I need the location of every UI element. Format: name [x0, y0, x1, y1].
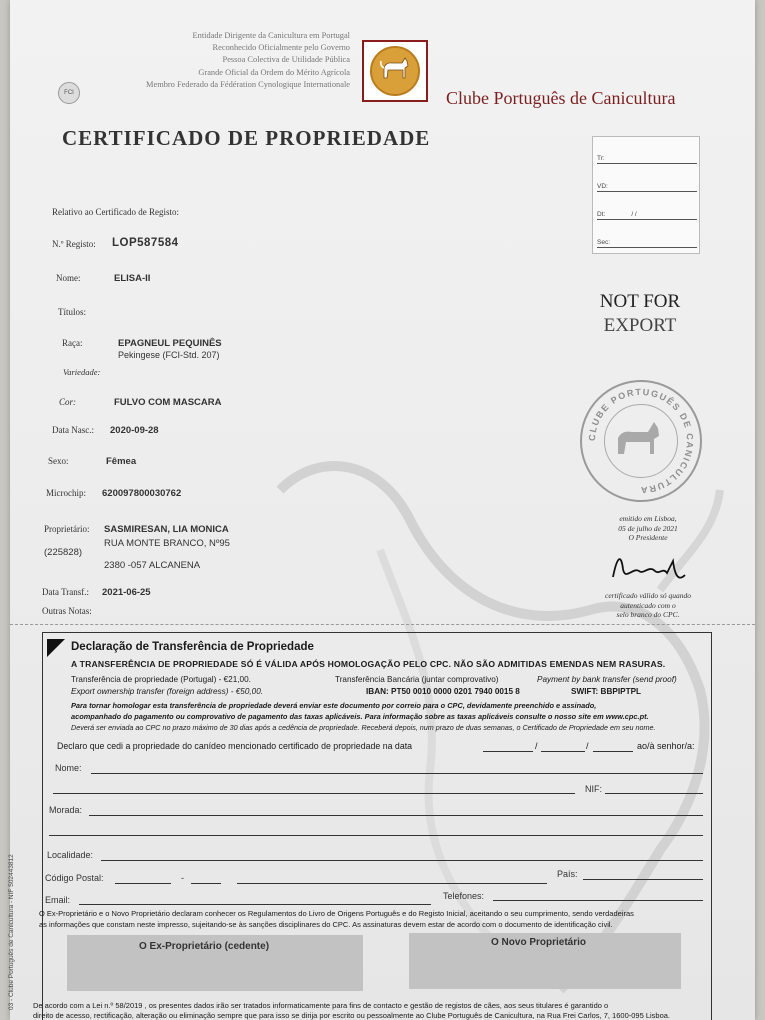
sexo-value: Fêmea: [106, 456, 137, 467]
office-stamp-box: [592, 136, 700, 254]
date-month-field[interactable]: [541, 751, 585, 752]
instructions-1: Para tornar homologar esta transferência de propriedade deverá enviar este documento por correio para o CPC, devidamente preenchido e assinado,: [71, 701, 597, 710]
nome-value: ELISA-II: [114, 273, 151, 284]
new-owner-label: O Novo Proprietário: [491, 937, 587, 948]
fci-logo-icon: FCI: [58, 82, 80, 104]
stamp-row-dt: [597, 211, 697, 220]
export-text: EXPORT: [603, 315, 677, 336]
raca-label: Raça:: [62, 338, 83, 348]
transf-value: 2021-06-25: [102, 587, 151, 598]
telefones-label: Telefones:: [443, 891, 485, 901]
club-name: Clube Português de Canicultura: [446, 88, 676, 108]
nasc-label: Data Nasc.:: [52, 425, 94, 435]
cor-label: Cor:: [59, 397, 77, 407]
header-lines: [100, 30, 350, 91]
issued-date: 05 de julho de 2021: [618, 523, 678, 533]
declaro-text: Declaro que cedi a propriedade do canídeo mencionado certificado de propriedade na data: [57, 741, 413, 751]
swift: SWIFT: BBPIPTPL: [571, 687, 642, 696]
issued-place: emitido em Lisboa,: [619, 514, 677, 523]
iban: IBAN: PT50 0010 0000 0201 7940 0015 8: [366, 687, 520, 696]
transfer-title: Declaração de Transferência de Propriedade: [71, 641, 314, 653]
postal-dash: -: [181, 873, 184, 883]
valid-note-2: autenticado com o: [620, 600, 676, 610]
cut-line: [10, 624, 755, 625]
registo-label: N.º Registo:: [52, 239, 96, 249]
president-signature-icon: [603, 547, 693, 587]
bank-transfer: Transferência Bancária (juntar comprovativo): [335, 675, 499, 684]
header-line: Grande Oficial da Ordem do Mérito Agrícola: [198, 67, 350, 77]
header-line: Entidade Dirigente da Canicultura em Portugal: [192, 31, 350, 40]
stamp-row-sec: [597, 239, 697, 248]
issue-signature-block: [588, 514, 708, 620]
club-seal-icon: [580, 380, 702, 502]
address-line-2: 2380 -057 ALCANENA: [104, 560, 201, 571]
sexo-label: Sexo:: [48, 456, 69, 466]
owner-id: (225828): [44, 547, 83, 558]
not-for-text: NOT FOR: [599, 291, 681, 312]
morada-field[interactable]: [89, 815, 703, 816]
header-line: Membro Federado da Fédération Cynologique Internationale: [146, 79, 350, 89]
cor-value: FULVO COM MASCARA: [114, 397, 222, 408]
telefones-field[interactable]: [493, 900, 703, 901]
bank-transfer-en: Payment by bank transfer (send proof): [537, 675, 677, 684]
side-vertical-text: 03 - Clube Português de Canicultura - NIF 502443812: [8, 854, 15, 1010]
ex-owner-label: O Ex-Proprietário (cedente): [139, 941, 270, 952]
valid-note-1: certificado válido só quando: [604, 591, 692, 600]
address-line-1: RUA MONTE BRANCO, Nº95: [104, 538, 230, 549]
stamp-dt-slashes: / /: [631, 211, 637, 218]
transfer-subtitle: A TRANSFERÊNCIA DE PROPRIEDADE SÓ É VÁLIDA APÓS HOMOLOGAÇÃO PELO CPC. NÃO SÃO ADMITIDAS EMENDAS NEM RASURAS.: [71, 659, 666, 669]
codigo-postal-label: Código Postal:: [45, 873, 104, 883]
email-label: Email:: [45, 895, 71, 905]
corner-triangle-icon: [45, 637, 67, 659]
stamp-sec-label: Sec:: [597, 239, 611, 246]
nome-label: Nome:: [56, 273, 81, 283]
morada-field-line-2[interactable]: [49, 835, 703, 836]
seal-text: CLUBE PORTUGUÊS DE CANICULTURA: [586, 386, 696, 496]
date-day-field[interactable]: [483, 751, 533, 752]
raca-value: EPAGNEUL PEQUINÊS: [118, 338, 222, 349]
footer-text-1: De acordo com a Lei n.º 58/2019 , os presentes dados irão ser tratados informaticamente para fins de contacto e gestão de registos de cães, aos seus titulares é garantido o: [33, 1001, 609, 1010]
seal-inner-ring: [604, 404, 678, 478]
variedade-label: Variedade:: [63, 367, 101, 377]
nome-field-label: Nome:: [55, 763, 82, 773]
nasc-value: 2020-09-28: [110, 425, 159, 436]
fee-export: Export ownership transfer (foreign address) - €50,00.: [71, 687, 264, 696]
stamp-tr-label: Tr:: [597, 155, 605, 162]
date-slash-1: /: [535, 741, 538, 751]
president-label: O Presidente: [628, 533, 668, 542]
stamp-dt-label: Dt:: [597, 211, 606, 218]
transf-label: Data Transf.:: [42, 587, 89, 597]
stamp-vd-label: VD:: [597, 183, 608, 190]
header-line: Reconhecido Oficialmente pelo Governo: [212, 43, 350, 53]
declaration-text-2: as informações que constam neste impresso, sujeitando-se às sanções disciplinares do CPC. As assinaturas devem estar de acordo com o documento de identificação civil.: [39, 920, 613, 929]
nif-label: NIF:: [585, 784, 602, 794]
pais-field[interactable]: [583, 879, 703, 880]
stamp-row-tr: [597, 155, 697, 164]
nome-field-line-2[interactable]: [53, 793, 575, 794]
microchip-label: Microchip:: [46, 488, 86, 498]
nome-field[interactable]: [91, 773, 703, 774]
not-for-export-stamp: [590, 290, 690, 338]
dog-emblem-icon: [370, 46, 420, 96]
nif-field[interactable]: [605, 793, 703, 794]
fee-portugal: Transferência de propriedade (Portugal) - €21,00.: [71, 675, 251, 684]
instructions-2: acompanhado do pagamento ou comprovativo de pagamento das taxas aplicáveis. Para informação sobre as taxas aplicáveis consulte o nosso site em www.cpc.pt.: [71, 712, 649, 721]
stamp-row-vd: [597, 183, 697, 192]
localidade-label: Localidade:: [47, 850, 94, 860]
registo-value: LOP587584: [112, 237, 179, 249]
proprietario-label: Proprietário:: [44, 524, 90, 534]
club-logo-icon: [362, 40, 428, 102]
valid-note-3: selo branco do CPC.: [616, 610, 680, 619]
transfer-declaration-section: [33, 632, 712, 1020]
notas-label: Outras Notas:: [42, 606, 92, 616]
declaration-text-1: O Ex-Proprietário e o Novo Proprietário declaram conhecer os Regulamentos do Livro de Origens Português e do Registo Inicial, aceitando o seu cumprimento, sendo verdadeiras: [39, 909, 634, 918]
date-slash-2: /: [586, 741, 589, 751]
relative-label: Relativo ao Certificado de Registo:: [52, 207, 179, 217]
header-line: Pessoa Colectiva de Utilidade Pública: [222, 55, 350, 65]
microchip-value: 620097800030762: [102, 488, 182, 499]
date-year-field[interactable]: [593, 751, 633, 752]
localidade-field[interactable]: [101, 860, 703, 861]
to-sir-label: ao/à senhor/a:: [637, 741, 695, 751]
instructions-3: Deverá ser enviada ao CPC no prazo máximo de 30 dias após a cedência de propriedade. Receberá depois, num prazo de duas semanas, o Certificado de Propriedade em seu nome.: [71, 723, 656, 732]
email-field[interactable]: [79, 904, 431, 905]
pais-label: País:: [557, 869, 578, 879]
morada-label: Morada:: [49, 805, 83, 815]
proprietario-value: SASMIRESAN, LIA MONICA: [104, 524, 229, 535]
postal-locality-field[interactable]: [237, 883, 547, 884]
postal-code-part-2[interactable]: [191, 883, 221, 884]
page-title: CERTIFICADO DE PROPRIEDADE: [62, 126, 431, 150]
raca-sub: Pekingese (FCI-Std. 207): [118, 350, 220, 360]
titulos-label: Títulos:: [58, 307, 87, 317]
footer-text-2: direito de acesso, rectificação, alteração ou eliminação sempre que para isso se dirija por escrito ou pessoalmente ao Clube Português de Canicultura, na Rua Frei Carlos, 7, 1600-095 Lisboa.: [33, 1011, 671, 1020]
postal-code-part-1[interactable]: [115, 883, 171, 884]
certificate-paper: [10, 0, 755, 1020]
